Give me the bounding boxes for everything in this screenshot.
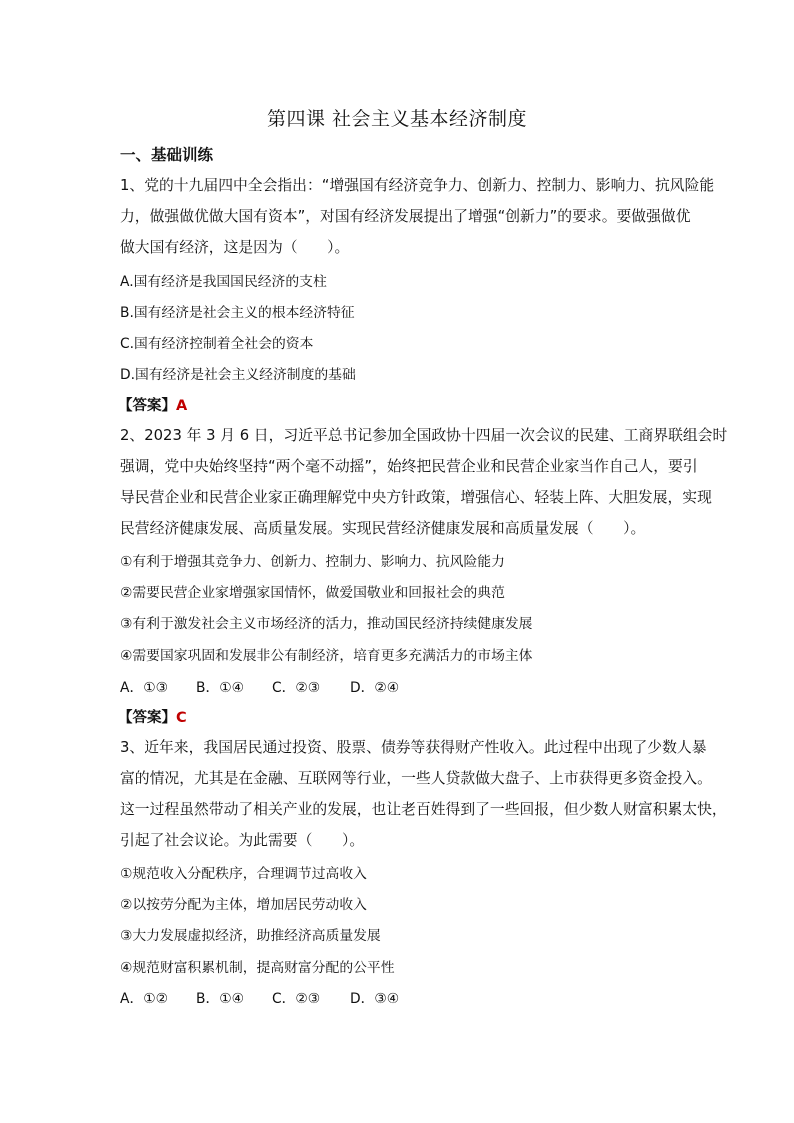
answer-key: A — [176, 398, 188, 414]
question-2-answer — [118, 706, 187, 727]
question-1-line: 做大国有经济，这是因为（ ）。 — [120, 239, 350, 256]
question-3-stem — [120, 732, 727, 856]
question-2-statement-3: ③有利于激发社会主义市场经济的活力，推动国民经济持续健康发展 — [120, 616, 533, 632]
choice-c: C．②③ — [272, 680, 321, 696]
section-heading: 一、基础训练 — [120, 146, 214, 164]
question-2-statement-2: ②需要民营企业家增强家国情怀，做爱国敬业和回报社会的典范 — [120, 585, 505, 601]
choice-b: B．①④ — [196, 991, 244, 1007]
question-2-choices — [120, 676, 399, 696]
choice-c: C．②③ — [272, 991, 321, 1007]
question-2-statement-1: ①有利于增强其竞争力、创新力、控制力、影响力、抗风险能力 — [120, 554, 505, 570]
question-3-line: 这一过程虽然带动了相关产业的发展，也让老百姓得到了一些回报，但少数人财富积累太快， — [120, 801, 727, 818]
question-1-line: 1、党的十九届四中全会指出：“增强国有经济竞争力、创新力、控制力、影响力、抗风险能 — [120, 177, 715, 194]
answer-label: 【答案】 — [118, 398, 176, 414]
question-3-statement-2: ②以按劳分配为主体，增加居民劳动收入 — [120, 897, 367, 913]
answer-key: C — [176, 710, 187, 726]
choice-a: A．①③ — [120, 680, 168, 696]
question-2-statement-4: ④需要国家巩固和发展非公有制经济，培育更多充满活力的市场主体 — [120, 648, 533, 664]
question-3-line: 富的情况，尤其是在金融、互联网等行业，一些人贷款做大盘子、上市获得更多资金投入。 — [120, 770, 712, 787]
question-1-option-d: D.国有经济是社会主义经济制度的基础 — [120, 367, 356, 383]
question-2-line: 2、2023 年 3 月 6 日，习近平总书记参加全国政协十四届一次会议的民建、工商界联组会时 — [120, 427, 728, 444]
question-3-statement-4: ④规范财富积累机制，提高财富分配的公平性 — [120, 960, 395, 976]
question-3-line: 引起了社会议论。为此需要（ ）。 — [120, 832, 365, 849]
question-1-line: 力，做强做优做大国有资本”，对国有经济发展提出了增强“创新力”的要求。要做强做优 — [120, 208, 691, 225]
question-3-statement-1: ①规范收入分配秩序，合理调节过高收入 — [120, 866, 367, 882]
choice-a: A．①② — [120, 991, 168, 1007]
question-3-choices — [120, 987, 399, 1007]
question-2-line: 导民营企业和民营企业家正确理解党中央方针政策，增强信心、轻装上阵、大胆发展，实现 — [120, 489, 712, 506]
question-2-line: 民营经济健康发展、高质量发展。实现民营经济健康发展和高质量发展（ ）。 — [120, 520, 646, 537]
question-1-option-c: C.国有经济控制着全社会的资本 — [120, 336, 314, 352]
question-1-option-a: A.国有经济是我国国民经济的支柱 — [120, 274, 327, 290]
question-2-stem — [120, 420, 728, 544]
question-3-line: 3、近年来，我国居民通过投资、股票、债券等获得财产性收入。此过程中出现了少数人暴 — [120, 739, 707, 756]
question-3-statement-3: ③大力发展虚拟经济，助推经济高质量发展 — [120, 928, 381, 944]
question-2-line: 强调，党中央始终坚持“两个毫不动摇”，始终把民营企业和民营企业家当作自己人，要引 — [120, 458, 698, 475]
choice-d: D．②④ — [350, 680, 400, 696]
choice-d: D．③④ — [350, 991, 400, 1007]
page-title: 第四课 社会主义基本经济制度 — [266, 108, 528, 130]
question-1-answer — [118, 394, 187, 415]
question-1-option-b: B.国有经济是社会主义的根本经济特征 — [120, 305, 355, 321]
question-1-stem — [120, 170, 715, 263]
choice-b: B．①④ — [196, 680, 244, 696]
answer-label: 【答案】 — [118, 710, 176, 726]
